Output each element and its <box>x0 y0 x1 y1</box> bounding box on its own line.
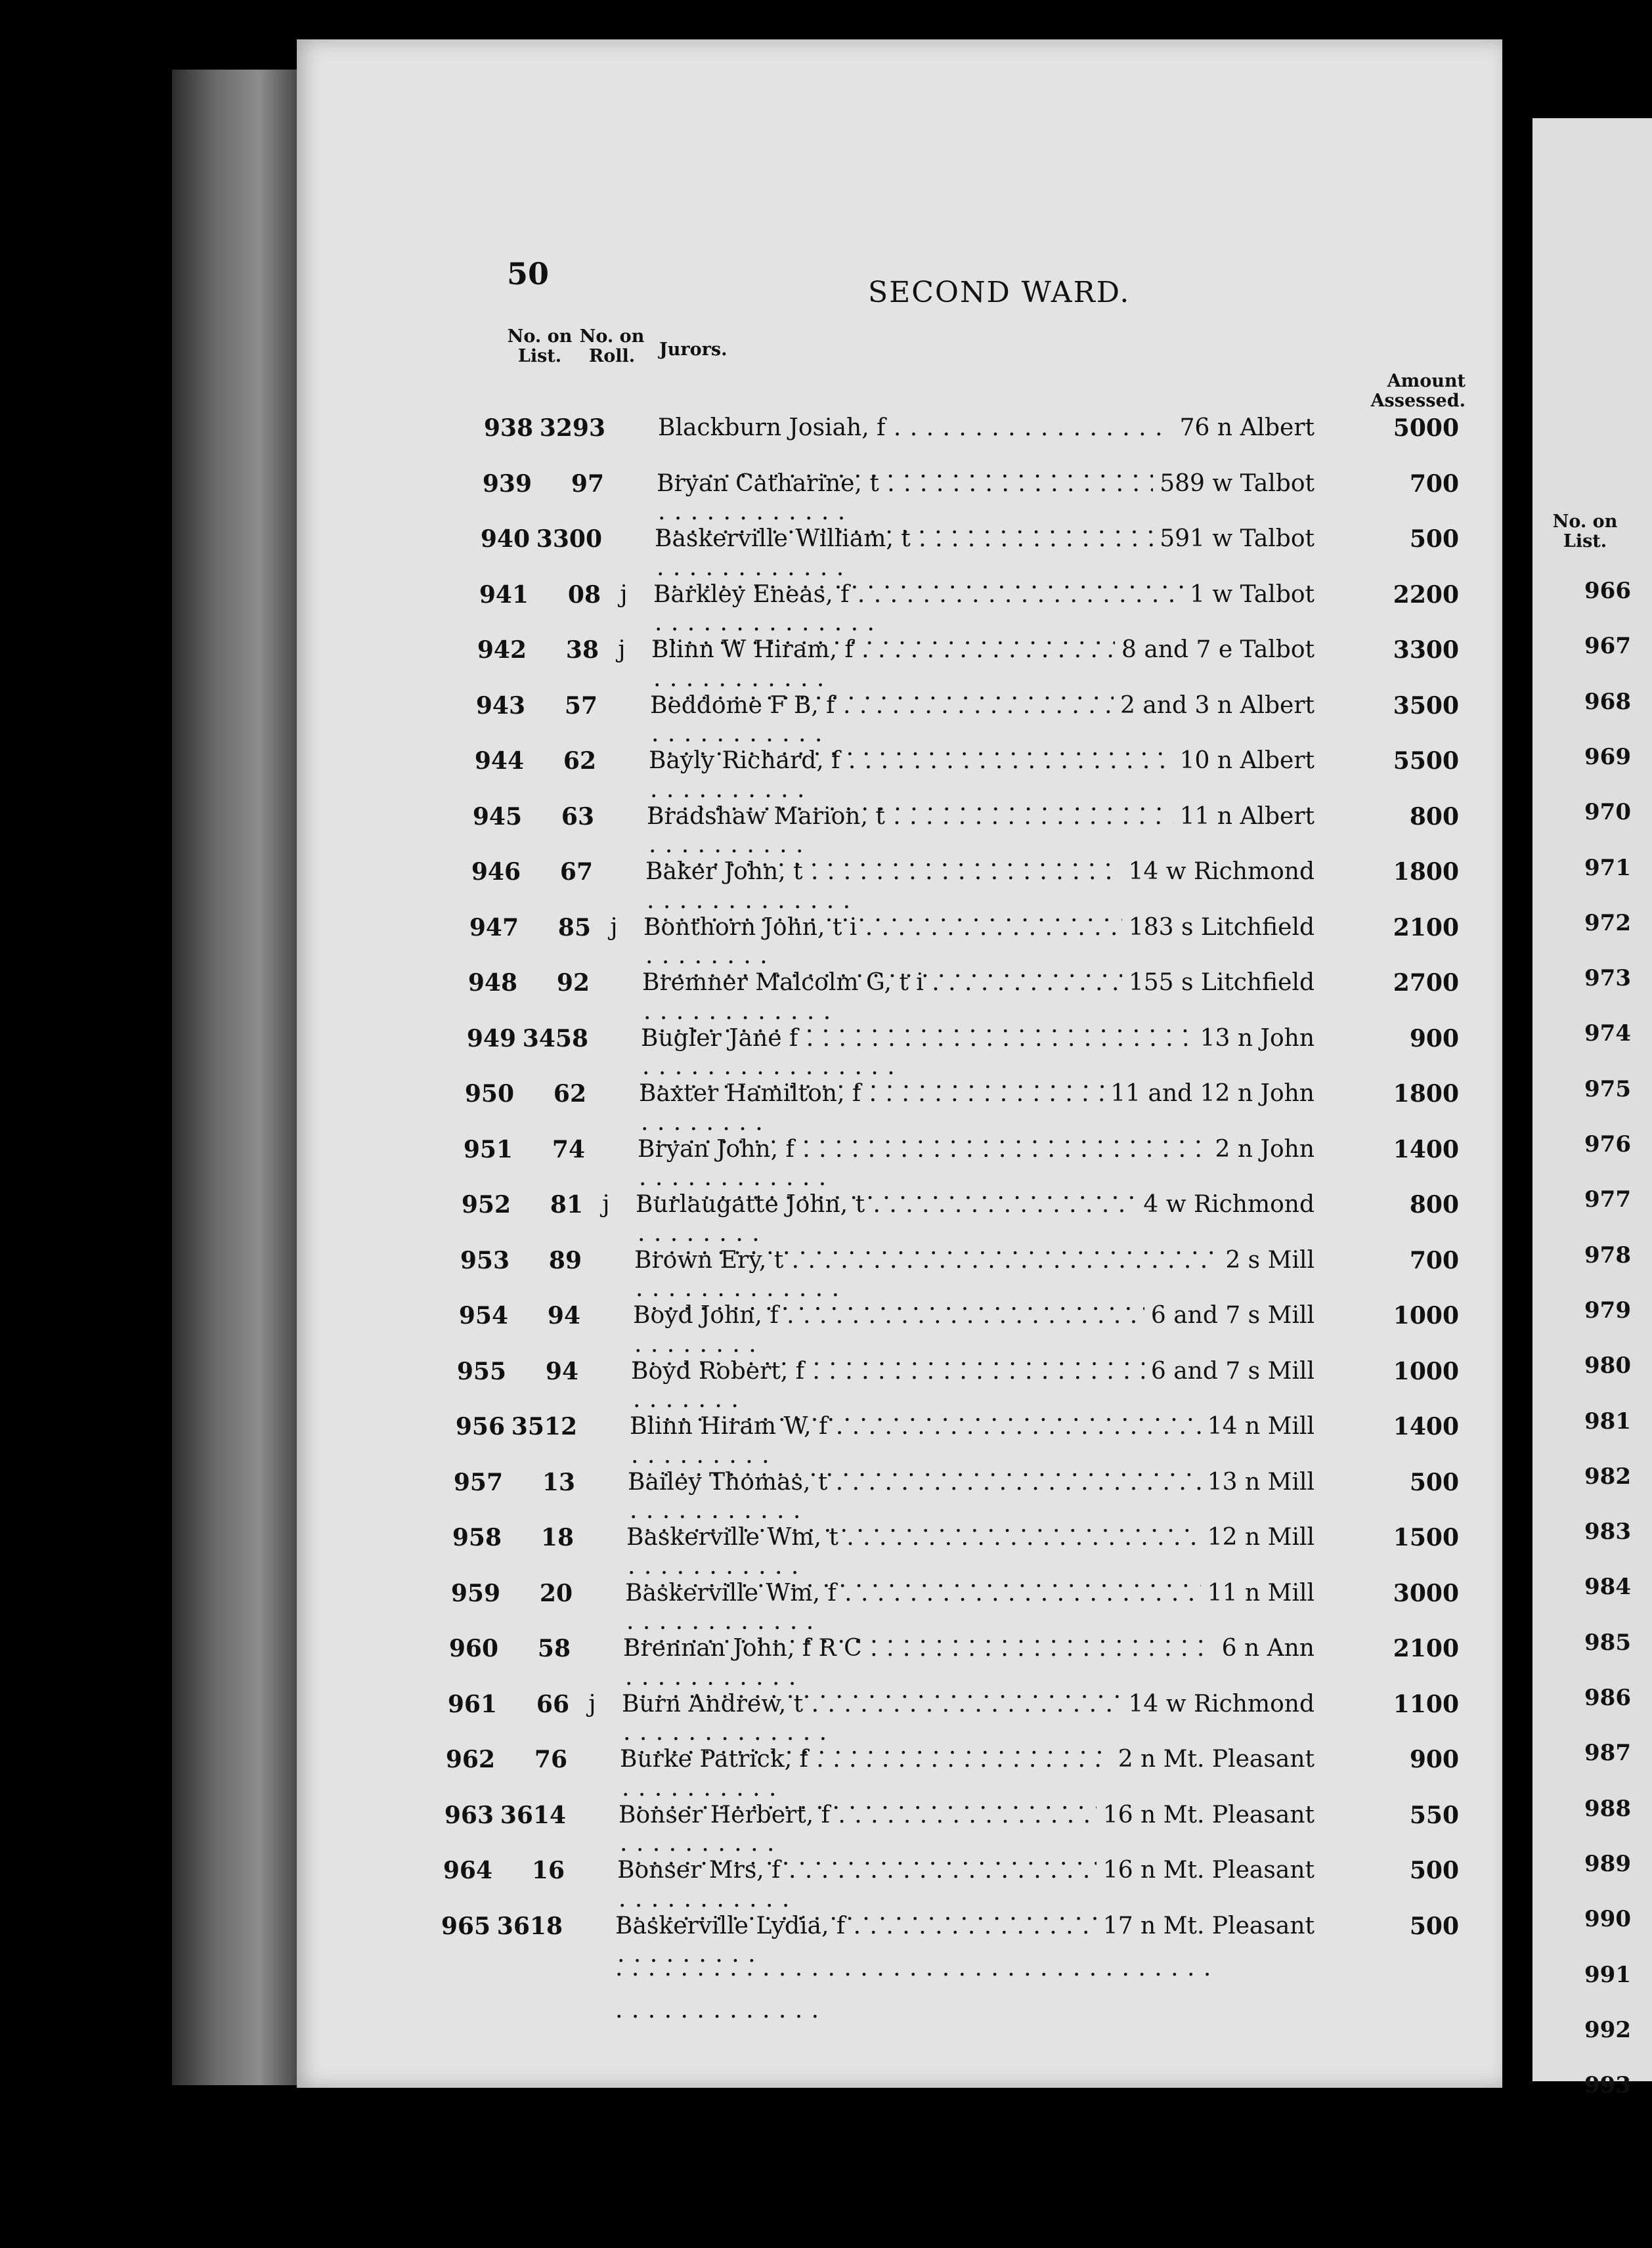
list-number: 940 <box>480 525 530 553</box>
table-row <box>460 463 1459 505</box>
amount-assessed: 1400 <box>1393 1135 1459 1163</box>
next-page-list-number: 967 <box>1584 633 1631 660</box>
list-number: 959 <box>450 1579 500 1607</box>
person-name: Baskerville Wm, f . . . <box>625 1572 1229 1698</box>
table-row <box>453 685 1459 727</box>
property-location: 11 n Mill <box>1201 1572 1315 1614</box>
roll-number: 74 <box>552 1135 585 1163</box>
table-row <box>446 907 1459 949</box>
property-location: 8 and 7 e Talbot <box>1115 629 1315 671</box>
property-location: 6 and 7 s Mill <box>1144 1351 1315 1393</box>
amount-assessed: 500 <box>1409 525 1459 553</box>
roll-number: 89 <box>548 1246 582 1274</box>
list-number: 964 <box>443 1857 492 1884</box>
list-number: 942 <box>477 636 527 664</box>
roll-number: 62 <box>563 747 596 775</box>
roll-number: 92 <box>556 969 590 997</box>
roll-number: 94 <box>547 1302 580 1329</box>
roll-number: 62 <box>553 1080 586 1108</box>
property-location: 14 w Richmond <box>1121 1683 1315 1725</box>
person-name: Bayly Richard, f . . . <box>649 740 1253 866</box>
person-name: Bonthorn John, t i . . . <box>643 907 1248 1033</box>
amount-assessed: 700 <box>1409 1246 1459 1274</box>
person-name: Barkley Eneas, f . . . <box>653 574 1257 700</box>
amount-assessed: 500 <box>1409 1468 1459 1496</box>
table-row <box>439 1184 1459 1226</box>
next-page-list-number: 966 <box>1584 578 1631 604</box>
page-number: 50 <box>507 256 550 292</box>
next-page-list-number: 983 <box>1584 1519 1631 1546</box>
amount-assessed: 3300 <box>1393 636 1459 664</box>
amount-assessed: 900 <box>1409 1746 1459 1773</box>
amount-assessed: 1100 <box>1393 1690 1459 1718</box>
property-location: 183 s Litchfield <box>1122 907 1315 949</box>
person-name: Brennan John, f R C . . . <box>623 1628 1227 1754</box>
roll-number: 57 <box>564 691 598 720</box>
property-location: 2 s Mill <box>1219 1240 1315 1282</box>
list-number: 949 <box>466 1024 516 1052</box>
roll-number: 3300 <box>536 525 602 553</box>
next-page-list-number: 976 <box>1584 1131 1631 1157</box>
next-page-list-number: 987 <box>1584 1740 1631 1767</box>
amount-assessed: 3000 <box>1393 1579 1459 1607</box>
amount-assessed: 5500 <box>1393 747 1459 775</box>
header-amount-assessed: Amount Assessed. <box>1370 371 1466 411</box>
roll-number: 38 <box>565 636 599 664</box>
ledger-page <box>297 39 1502 2088</box>
person-name: Blinn W Hiram, f . . . <box>651 629 1255 755</box>
next-page-list-number: 974 <box>1584 1020 1631 1047</box>
roll-number: 76 <box>534 1746 567 1773</box>
next-page-list-number: 990 <box>1584 1906 1631 1933</box>
next-page-list-number: 971 <box>1584 854 1631 881</box>
amount-assessed: 1000 <box>1393 1302 1459 1329</box>
amount-assessed: 1800 <box>1393 858 1459 886</box>
list-number: 961 <box>447 1690 497 1718</box>
roll-number: 3618 <box>496 1912 563 1940</box>
list-number: 948 <box>467 969 517 997</box>
person-name: Burke Patrick, f . . . <box>620 1739 1224 1865</box>
person-name: Bonser Mrs, f . . . <box>617 1849 1221 1976</box>
list-number: 963 <box>444 1801 494 1829</box>
table-row <box>458 518 1459 560</box>
person-name: Burn Andrew, t . . . <box>622 1683 1226 1809</box>
table-row <box>429 1517 1459 1559</box>
next-page-list-number: 982 <box>1584 1463 1631 1490</box>
list-number: 951 <box>463 1135 513 1163</box>
property-location: 1 w Talbot <box>1183 574 1315 616</box>
amount-assessed: 5000 <box>1393 414 1459 442</box>
next-page-list-number: 977 <box>1584 1186 1631 1213</box>
next-page-list-number: 989 <box>1584 1850 1631 1877</box>
next-page-list-number: 991 <box>1584 1961 1631 1988</box>
table-row <box>426 1628 1459 1670</box>
table-row <box>431 1461 1459 1503</box>
table-row <box>456 574 1459 616</box>
list-number: 947 <box>469 913 519 941</box>
list-number: 944 <box>474 747 524 775</box>
table-row <box>422 1794 1459 1836</box>
amount-assessed: 1000 <box>1393 1357 1459 1385</box>
table-row <box>423 1739 1459 1781</box>
person-name: Brown Ery, t . . . <box>634 1240 1238 1366</box>
person-name: Baskerville William, t . . . <box>655 518 1259 644</box>
amount-assessed: 500 <box>1409 1912 1459 1940</box>
roll-number: 16 <box>531 1857 565 1884</box>
next-page-list-number: 986 <box>1584 1685 1631 1711</box>
amount-assessed: 1400 <box>1393 1413 1459 1440</box>
roll-number: 3458 <box>522 1024 588 1052</box>
next-page-list-number: 972 <box>1584 909 1631 936</box>
amount-assessed: 3500 <box>1393 691 1459 720</box>
table-row <box>454 629 1459 671</box>
property-location: 6 and 7 s Mill <box>1144 1295 1315 1337</box>
table-row <box>452 740 1459 782</box>
property-location: 2 n Mt. Pleasant <box>1112 1739 1315 1781</box>
amount-assessed: 800 <box>1409 802 1459 831</box>
person-name: Bryan John, f . . . <box>638 1129 1242 1255</box>
header-no-on-list: No. on List. <box>507 326 573 366</box>
list-number: 958 <box>452 1524 502 1551</box>
juror-mark: j <box>602 1191 610 1218</box>
property-location: 11 n Albert <box>1173 796 1315 838</box>
list-number: 956 <box>455 1413 505 1440</box>
table-row <box>433 1406 1459 1448</box>
property-location: 12 n Mill <box>1201 1517 1315 1559</box>
next-page-list-number: 980 <box>1584 1352 1631 1379</box>
person-name: Blinn Hiram W, f . . . <box>630 1406 1234 1532</box>
amount-assessed: 2100 <box>1393 1635 1459 1662</box>
roll-number: 18 <box>540 1524 574 1551</box>
amount-assessed: 500 <box>1409 1857 1459 1884</box>
amount-assessed: 2700 <box>1393 969 1459 997</box>
roll-number: 08 <box>567 580 601 609</box>
roll-number: 85 <box>557 913 591 941</box>
property-location: 2 and 3 n Albert <box>1114 685 1315 727</box>
person-name: Bremner Malcolm G, t i . . . <box>642 962 1246 1088</box>
person-name: Baxter Hamilton, f . . . <box>639 1073 1243 1199</box>
amount-assessed: 1800 <box>1393 1080 1459 1108</box>
next-page-list-number: 979 <box>1584 1297 1631 1324</box>
header-no-on-roll: No. on Roll. <box>579 326 645 366</box>
juror-mark: j <box>588 1690 596 1718</box>
person-name: Beddome F B, f . . . <box>650 685 1254 811</box>
roll-number: 63 <box>561 802 594 831</box>
property-location: 4 w Richmond <box>1137 1184 1315 1226</box>
next-page-list-number: 975 <box>1584 1075 1631 1102</box>
table-row <box>420 1849 1459 1891</box>
property-location: 10 n Albert <box>1173 740 1315 782</box>
roll-number: 66 <box>536 1690 569 1718</box>
amount-assessed: 2100 <box>1393 913 1459 941</box>
list-number: 950 <box>464 1080 514 1108</box>
next-page-list-number: 978 <box>1584 1242 1631 1268</box>
book-edge <box>172 70 297 2085</box>
list-number: 955 <box>456 1357 506 1385</box>
header-jurors: Jurors. <box>659 339 728 360</box>
list-number: 939 <box>482 469 532 498</box>
list-number: 945 <box>472 802 522 831</box>
table-row <box>437 1240 1459 1282</box>
roll-number: 81 <box>550 1191 583 1219</box>
roll-number: 13 <box>542 1468 575 1496</box>
property-location: 589 w Talbot <box>1153 463 1315 505</box>
person-name: Bradshaw Marion, t . . . <box>647 796 1251 922</box>
amount-assessed: 2200 <box>1393 580 1459 609</box>
next-page-list-number: 970 <box>1584 799 1631 826</box>
table-row <box>448 851 1459 893</box>
list-number: 962 <box>445 1746 495 1773</box>
roll-number: 3614 <box>500 1801 566 1829</box>
amount-assessed: 700 <box>1409 469 1459 498</box>
list-number: 953 <box>460 1246 510 1274</box>
next-page-list-number: 988 <box>1584 1795 1631 1822</box>
juror-mark: j <box>610 913 618 941</box>
next-page-list-number: 969 <box>1584 743 1631 770</box>
table-row <box>428 1572 1459 1614</box>
next-page-list-number: 981 <box>1584 1408 1631 1435</box>
property-location: 16 n Mt. Pleasant <box>1097 1849 1315 1891</box>
person-name: Bonser Herbert, f . . . <box>619 1794 1223 1920</box>
property-location: 76 n Albert <box>1173 407 1315 449</box>
person-name: Burlaugatte John, t . . . <box>636 1184 1240 1310</box>
list-number: 960 <box>448 1635 498 1662</box>
roll-number: 20 <box>539 1579 573 1607</box>
list-number: 946 <box>471 858 521 886</box>
table-row <box>434 1351 1459 1393</box>
person-name: Baskerville Lydia, f . . . <box>615 1905 1219 2031</box>
page-title: SECOND WARD. <box>868 276 1131 309</box>
property-location: 14 n Mill <box>1201 1406 1315 1448</box>
table-row <box>444 1018 1459 1060</box>
table-row <box>441 1129 1459 1171</box>
person-name: Boyd John, f . . . <box>633 1295 1237 1421</box>
juror-mark: j <box>620 580 628 608</box>
roll-number: 97 <box>571 469 604 498</box>
person-name: Blackburn Josiah, f . . . <box>658 407 1262 533</box>
property-location: 16 n Mt. Pleasant <box>1097 1794 1315 1836</box>
list-number: 952 <box>461 1191 511 1219</box>
person-name: Bugler Jane f . . . <box>641 1018 1245 1144</box>
next-page-list-number: 985 <box>1584 1629 1631 1656</box>
person-name: Boyd Robert, f . . . <box>631 1351 1235 1477</box>
list-number: 938 <box>483 414 533 442</box>
person-name: Baker John, t . . . <box>645 851 1250 977</box>
next-page-list-number: 984 <box>1584 1574 1631 1601</box>
next-page-edge <box>1532 118 1652 2099</box>
next-page-list-number: 992 <box>1584 2016 1631 2043</box>
table-row <box>418 1905 1459 1947</box>
list-number: 941 <box>479 580 529 609</box>
table-row <box>442 1073 1459 1115</box>
amount-assessed: 550 <box>1409 1801 1459 1829</box>
property-location: 17 n Mt. Pleasant <box>1097 1905 1315 1947</box>
table-row <box>445 962 1459 1004</box>
table-row <box>436 1295 1459 1337</box>
property-location: 13 n Mill <box>1201 1461 1315 1503</box>
list-number: 954 <box>458 1302 508 1329</box>
amount-assessed: 1500 <box>1393 1524 1459 1551</box>
property-location: 155 s Litchfield <box>1122 962 1315 1004</box>
roll-number: 58 <box>537 1635 571 1662</box>
next-page-list-number: 973 <box>1584 965 1631 992</box>
list-number: 965 <box>441 1912 490 1940</box>
property-location: 6 n Ann <box>1215 1628 1315 1670</box>
person-name: Baskerville Wm, t . . . <box>626 1517 1230 1643</box>
roll-number: 3293 <box>539 414 605 442</box>
table-row <box>425 1683 1459 1725</box>
property-location: 13 n John <box>1194 1018 1315 1060</box>
next-page-list-number: 968 <box>1584 688 1631 715</box>
next-page-header: No. on List. <box>1552 511 1618 551</box>
amount-assessed: 900 <box>1409 1024 1459 1052</box>
juror-mark: j <box>618 636 626 663</box>
property-location: 11 and 12 n John <box>1104 1073 1315 1115</box>
person-name: Bryan Catharine, t . . . <box>657 463 1261 589</box>
property-location: 14 w Richmond <box>1121 851 1315 893</box>
roll-number: 94 <box>545 1357 578 1385</box>
next-page-list-number: 993 <box>1584 2072 1631 2099</box>
table-row <box>461 407 1459 449</box>
table-row <box>450 796 1459 838</box>
person-name: Bailey Thomas, t . . . <box>628 1461 1232 1588</box>
property-location: 2 n John <box>1209 1129 1315 1171</box>
amount-assessed: 800 <box>1409 1191 1459 1219</box>
list-number: 957 <box>453 1468 503 1496</box>
list-number: 943 <box>475 691 525 720</box>
roll-number: 67 <box>559 858 593 886</box>
roll-number: 3512 <box>511 1413 577 1440</box>
property-location: 591 w Talbot <box>1153 518 1315 560</box>
